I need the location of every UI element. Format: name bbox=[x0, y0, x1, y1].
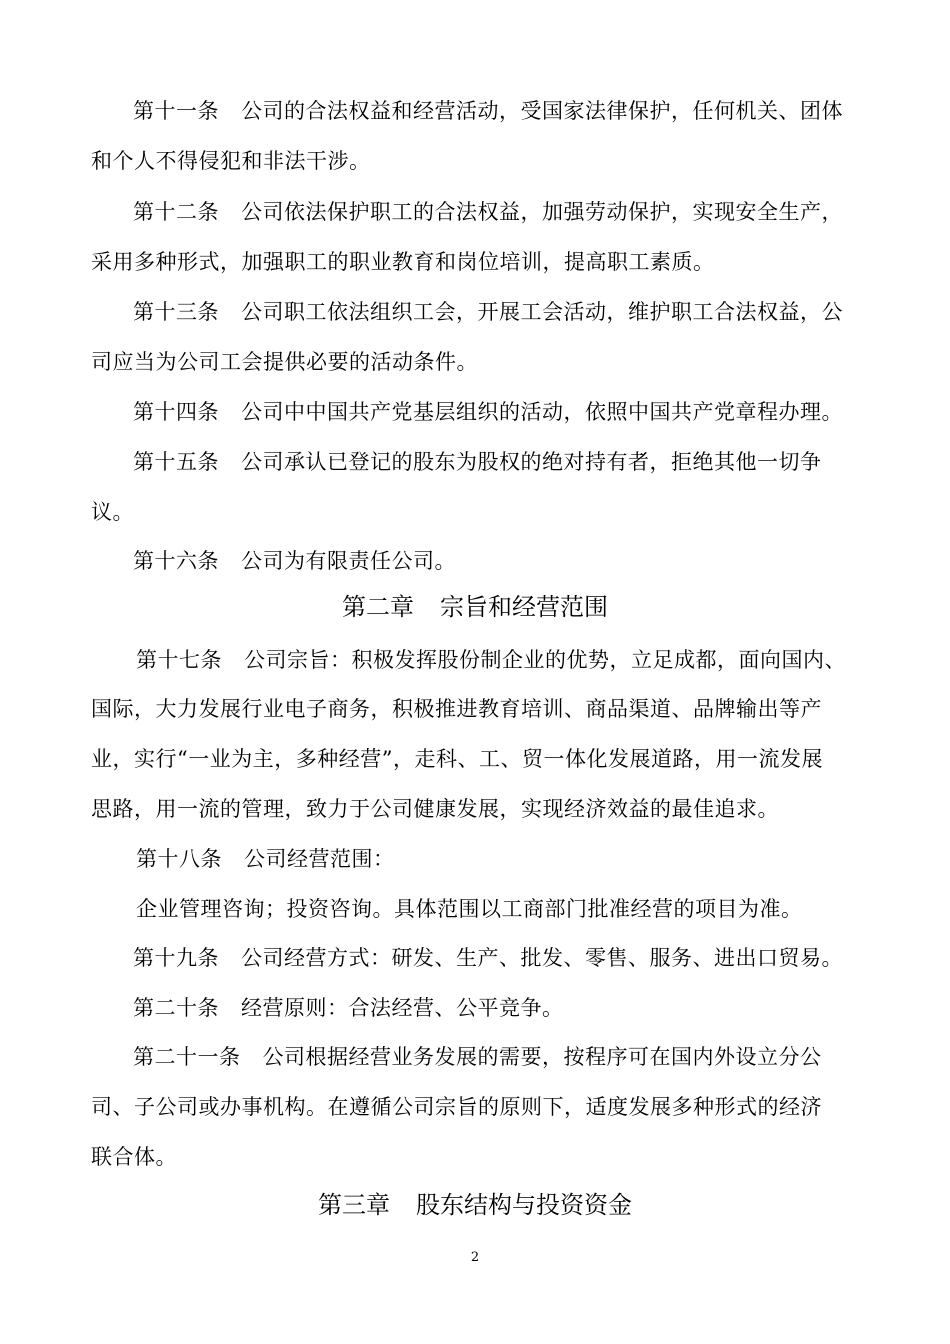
article-21-line-1 bbox=[133, 1042, 913, 1072]
article-21-text-1: 公司根据经营业务发展的需要，按程序可在国内外设立分公 bbox=[262, 1045, 822, 1069]
article-11-text-1: 公司的合法权益和经营活动，受国家法律保护，任何机关、团体 bbox=[241, 99, 843, 123]
article-20-line-1 bbox=[133, 993, 913, 1023]
chapter-2-heading bbox=[0, 590, 950, 624]
article-14-line-1 bbox=[133, 397, 913, 427]
article-15-label: 第十五条 bbox=[133, 450, 219, 474]
article-13-line-2: 司应当为公司工会提供必要的活动条件。 bbox=[91, 350, 478, 374]
chapter-2-title: 宗旨和经营范围 bbox=[440, 593, 608, 621]
article-17-line-1 bbox=[136, 645, 916, 675]
article-17-line-4: 思路，用一流的管理，致力于公司健康发展，实现经济效益的最佳追求。 bbox=[91, 797, 779, 821]
article-20-text-1: 经营原则：合法经营、公平竞争。 bbox=[241, 996, 564, 1020]
article-17-line-2: 国际，大力发展行业电子商务，积极推进教育培训、商品渠道、品牌输出等产 bbox=[91, 697, 822, 721]
article-16-line-1 bbox=[133, 546, 913, 576]
article-15-text-1: 公司承认已登记的股东为股权的绝对持有者，拒绝其他一切争 bbox=[241, 450, 822, 474]
article-19-label: 第十九条 bbox=[133, 946, 219, 970]
article-21-line-2: 司、子公司或办事机构。在遵循公司宗旨的原则下，适度发展多种形式的经济 bbox=[91, 1095, 822, 1119]
article-14-label: 第十四条 bbox=[133, 400, 219, 424]
article-12-line-1 bbox=[133, 197, 913, 227]
article-20-label: 第二十条 bbox=[133, 996, 219, 1020]
article-12-line-2: 采用多种形式，加强职工的职业教育和岗位培训，提高职工素质。 bbox=[91, 250, 715, 274]
page-number: 2 bbox=[470, 1250, 480, 1265]
article-18-line-1 bbox=[136, 844, 916, 874]
article-17-label: 第十七条 bbox=[136, 648, 222, 672]
article-11-label: 第十一条 bbox=[133, 99, 219, 123]
article-17-line-3: 业，实行“一业为主，多种经营”，走科、工、贸一体化发展道路，用一流发展 bbox=[91, 747, 823, 771]
article-19-line-1 bbox=[133, 943, 913, 973]
article-13-line-1 bbox=[133, 297, 913, 327]
article-21-line-3: 联合体。 bbox=[91, 1145, 177, 1169]
article-16-label: 第十六条 bbox=[133, 549, 219, 573]
article-11-line-2: 和个人不得侵犯和非法干涉。 bbox=[91, 149, 371, 173]
article-18-text-1: 公司经营范围： bbox=[244, 847, 395, 871]
article-19-text-1: 公司经营方式：研发、生产、批发、零售、服务、进出口贸易。 bbox=[241, 946, 843, 970]
chapter-3-title: 股东结构与投资资金 bbox=[416, 1191, 632, 1219]
article-12-text-1: 公司依法保护职工的合法权益，加强劳动保护，实现安全生产， bbox=[241, 200, 843, 224]
article-21-label: 第二十一条 bbox=[133, 1045, 241, 1069]
article-18-label: 第十八条 bbox=[136, 847, 222, 871]
article-14-text-1: 公司中中国共产党基层组织的活动，依照中国共产党章程办理。 bbox=[241, 400, 843, 424]
chapter-2-label: 第二章 bbox=[342, 593, 414, 621]
article-17-text-1: 公司宗旨：积极发挥股份制企业的优势，立足成都，面向国内、 bbox=[244, 648, 846, 672]
article-15-line-1 bbox=[133, 447, 913, 477]
article-13-text-1: 公司职工依法组织工会，开展工会活动，维护职工合法权益，公 bbox=[241, 300, 843, 324]
article-11-line-1 bbox=[133, 96, 913, 126]
article-15-line-2: 议。 bbox=[91, 500, 134, 524]
article-12-label: 第十二条 bbox=[133, 200, 219, 224]
chapter-3-heading bbox=[0, 1188, 950, 1222]
article-16-text-1: 公司为有限责任公司。 bbox=[241, 549, 456, 573]
article-18-line-2: 企业管理咨询；投资咨询。具体范围以工商部门批准经营的项目为准。 bbox=[136, 897, 803, 921]
article-13-label: 第十三条 bbox=[133, 300, 219, 324]
chapter-3-label: 第三章 bbox=[318, 1191, 390, 1219]
